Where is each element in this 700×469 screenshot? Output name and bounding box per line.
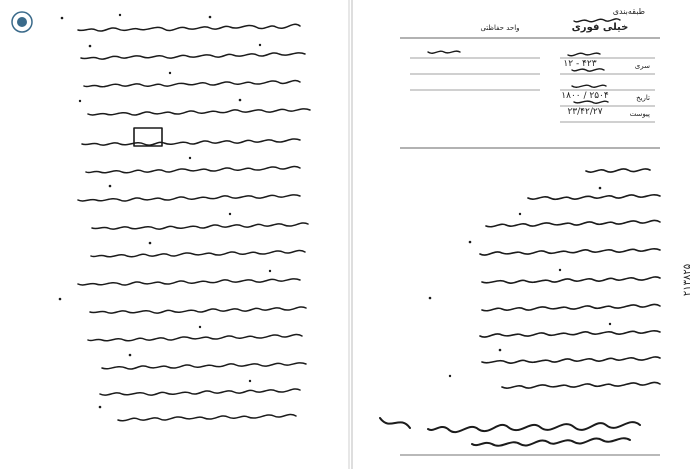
margin-number: ۲۱۳۸۲۵ [682,263,693,297]
right-form-page [352,0,700,469]
series-label: سری [634,62,650,70]
document-date: ۲۳/۴۲/۲۷ [567,107,603,117]
attachment-label: پیوست [629,110,650,118]
unit-label: واحد حفاظتی [480,24,520,32]
stamp-number: ۱۸۰۰ / ۲۵۰۴ [561,91,609,101]
urgency-stamp: خیلی فوری [571,22,629,33]
document-number: ۱۲ - ۴۲۳ [563,59,597,69]
classification-label: طبقه‌بندی [612,7,645,16]
date-label: تاریخ [636,94,650,102]
